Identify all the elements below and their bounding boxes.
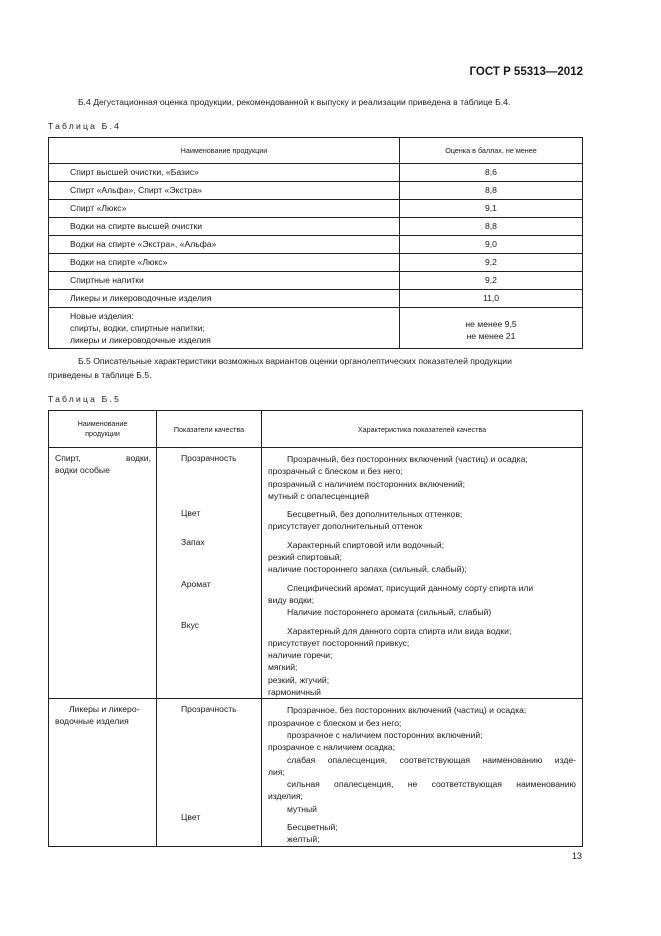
characteristic-block [268,821,576,846]
table-b4-row [49,254,583,272]
table-b5-product-line: Ликеры и ликеро- [69,704,140,715]
characteristic-line: мутный [287,803,317,814]
characteristic-line: присутствует дополнительный оттенок [268,521,423,532]
table-b4-score: 9,0 [400,236,583,254]
characteristic-line: прозрачный с блеском и без него; [268,466,403,477]
characteristic-line: Бесцветный; [287,822,338,833]
characteristic-line: слабая опалесценция, соответствующая наименованию изде- [287,754,576,765]
table-b5-header-product [49,411,157,448]
table-b5-product-line: водки особые [55,464,110,475]
table-b4-cell-line: спирты, водки, спиртные напитки; [70,322,205,333]
table-b4-row [49,290,583,308]
table-b4-caption: Таблица Б.4 [48,121,122,131]
table-b5-product-line: водочные изделия [55,715,129,726]
paragraph-b5-line1: Б.5 Описательные характеристики возможных вариантов оценки органолептических показателей продукции [78,356,512,366]
page-number: 13 [571,851,582,861]
table-b4-new-products-score [400,308,583,349]
table-b4-score: 8,6 [400,164,583,182]
characteristic-line: Прозрачное, без посторонних включений (частиц) и осадка; [287,705,527,716]
characteristic-line: Специфический аромат, присущий данному сорту спирта или [287,582,534,593]
characteristic-line: сильная опалесценция, не соответствующая наименованию [287,779,576,790]
table-b5-header-quality: Показатели качества [157,411,262,448]
characteristic-block [268,453,576,502]
table-b4-cell-line: ликеры и ликероводочные изделия [70,334,211,345]
table-b5-characteristics-spirits [262,448,583,699]
characteristic-block [268,508,576,533]
table-b4 [48,137,583,349]
table-b4-new-products-cell [49,308,400,349]
table-b4-product-name: Ликеры и ликероводочные изделия [49,290,400,308]
table-b4-header-score: Оценка в баллах, не менее [400,138,583,164]
table-b4-header-name: Наименование продукции [49,138,400,164]
table-b4-score: 9,1 [400,200,583,218]
table-b4-row [49,182,583,200]
table-b4-row [49,236,583,254]
characteristic-line: желтый; [287,834,320,845]
characteristic-line: прозрачное с блеском и без него; [268,717,402,728]
table-b5-quality-spirits [157,448,262,699]
characteristic-line: Бесцветный, без дополнительных оттенков; [287,509,463,520]
table-b5-header-characteristics: Характеристика показателей качества [262,411,583,448]
characteristic-line: мутный с опалесценцией [268,490,369,501]
quality-name: Аромат [181,578,211,589]
quality-name: Вкус [181,620,200,631]
quality-name: Прозрачность [181,453,237,463]
table-b4-row [49,272,583,290]
table-b5-caption: Таблица Б.5 [48,394,122,404]
table-b5-product-liqueurs [49,699,157,846]
characteristic-line: наличие горечи; [268,650,333,661]
characteristic-line: присутствует посторонний привкус; [268,637,410,648]
characteristic-line: лия; [268,766,285,777]
characteristic-block [268,625,576,699]
paragraph-b5-line2: приведены в таблице Б.5. [48,370,152,380]
paragraph-b4: Б.4 Дегустационная оценка продукции, рекомендованной к выпуску и реализации приведена в таблице Б.4. [78,97,511,107]
characteristic-line: прозрачный с наличием посторонних включений; [268,478,465,489]
table-b4-cell-line: не менее 21 [466,331,516,342]
table-b5 [48,410,583,847]
characteristic-line: Характерный спиртовой или водочный; [287,539,445,550]
table-b4-row [49,164,583,182]
characteristic-line: мягкий; [268,662,298,673]
characteristic-block [268,582,576,619]
table-b4-score: 9,2 [400,272,583,290]
table-b4-score: 8,8 [400,218,583,236]
characteristic-line: гармоничный [268,687,321,698]
table-b5-product-spirits [49,448,157,699]
table-b4-product-name: Спирт «Альфа», Спирт «Экстра» [49,182,400,200]
characteristic-line: прозрачное с наличием осадка; [268,742,395,753]
characteristic-line: Прозрачный, без посторонних включений (частиц) и осадка; [287,454,528,464]
quality-name: Цвет [181,811,201,822]
table-b4-product-name: Водки на спирте «Люкс» [49,254,400,272]
characteristic-line: Наличие постороннего аромата (сильный, слабый) [287,607,492,618]
table-b4-row [49,218,583,236]
table-b4-score: 11,0 [400,290,583,308]
table-b5-header-line: Наименование [77,419,128,428]
table-b5-product-line: Спирт, водки, [55,453,151,463]
characteristic-line: прозрачное с наличием посторонних включений; [287,729,483,740]
quality-name: Прозрачность [181,704,237,715]
characteristic-line: резкий спиртовый; [268,552,342,563]
table-b5-quality-liqueurs [157,699,262,846]
table-b4-product-name: Водки на спирте «Экстра», «Альфа» [49,236,400,254]
quality-name: Запах [181,537,205,548]
table-b4-cell-line: Новые изделия: [70,311,134,321]
table-b4-product-name: Спирт высшей очистки, «Базис» [49,164,400,182]
table-b5-header-line: продукции [85,429,120,438]
table-b4-product-name: Водки на спирте высшей очистки [49,218,400,236]
table-b5-characteristics-liqueurs [262,699,583,846]
characteristic-line: изделия; [268,791,303,802]
table-b4-row [49,200,583,218]
characteristic-block [268,539,576,576]
table-b4-score: 9,2 [400,254,583,272]
characteristic-line: виду водки; [268,594,315,605]
table-b4-product-name: Спиртные напитки [49,272,400,290]
characteristic-line: резкий, жгучий; [268,674,330,685]
characteristic-block [268,704,576,815]
table-b4-cell-line: не менее 9,5 [465,319,517,330]
table-b4-score: 8,8 [400,182,583,200]
quality-name: Цвет [181,507,201,518]
table-b4-product-name: Спирт «Люкс» [49,200,400,218]
characteristic-line: наличие постороннего запаха (сильный, слабый); [268,564,467,575]
document-header: ГОСТ Р 55313—2012 [469,66,583,78]
characteristic-line: Характерный для данного сорта спирта или вида водки; [287,625,512,636]
